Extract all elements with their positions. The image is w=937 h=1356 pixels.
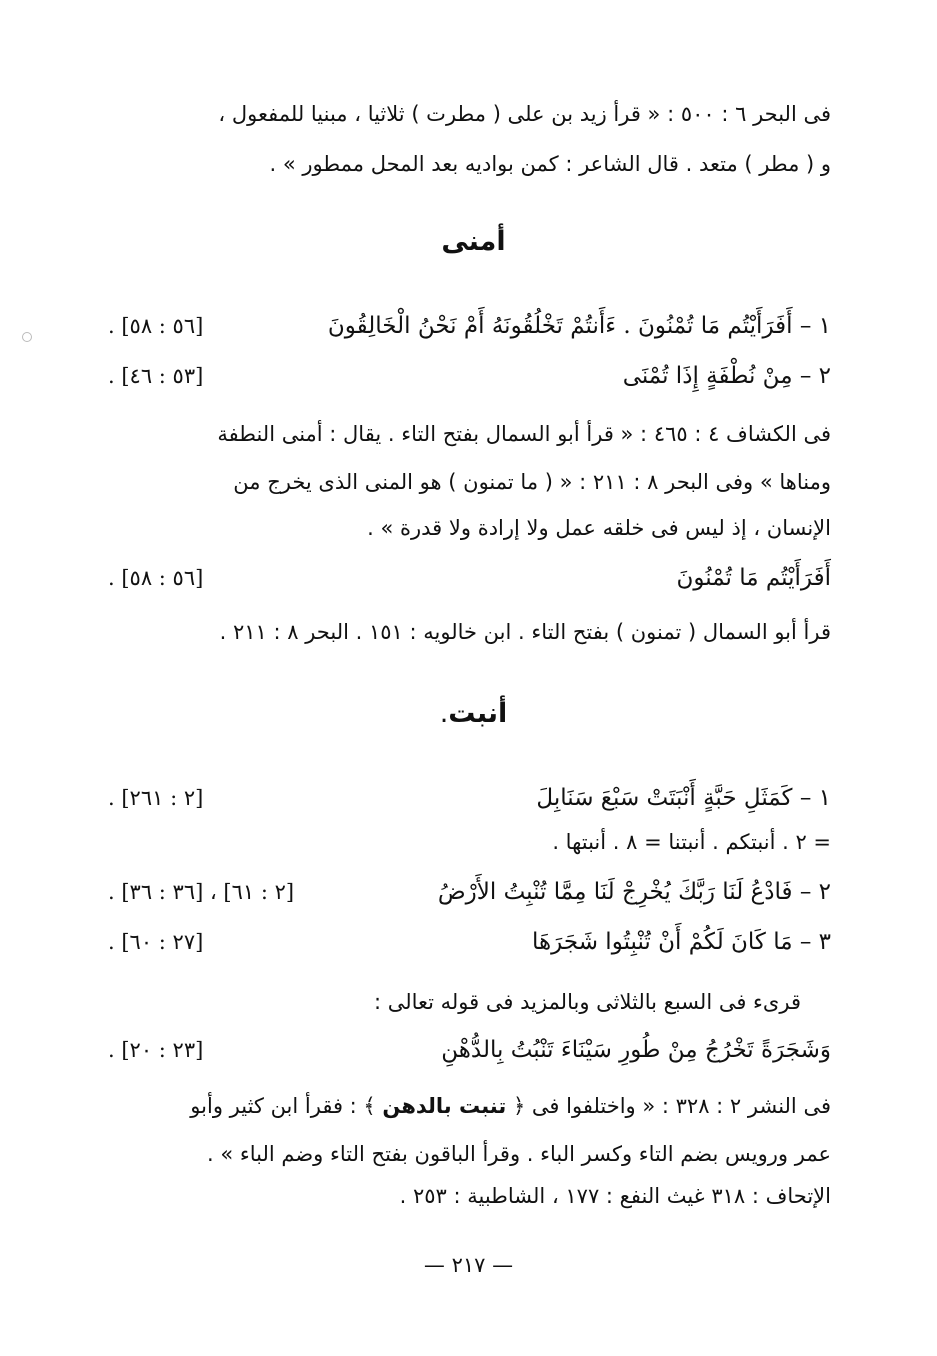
verse-text: ١ – أَفَرَأَيْتُم مَا تُمْنُونَ . ءَأَنتُمْ تَخْلُقُونَهُ أَمْ نَحْنُ الْخَالِقُونَ <box>327 313 831 339</box>
verse-text: أَفَرَأَيْتُم مَا تُمْنُونَ <box>676 565 831 591</box>
commentary-quoted: تنبت بالدهن <box>382 1094 507 1118</box>
verse-line <box>108 558 831 598</box>
verse-line <box>108 306 831 346</box>
heading-text: أنبت <box>448 698 508 729</box>
section-heading-anbata <box>10 694 937 734</box>
verse-reference: [٢٧ : ٦٠] . <box>108 930 204 954</box>
commentary-line: الإتحاف : ٣١٨ غيث النفع : ١٧٧ ، الشاطبية : ٢٥٣ . <box>399 1184 831 1208</box>
verse-text: ٢ – مِنْ نُطْفَةٍ إِذَا تُمْنَى <box>622 363 831 389</box>
commentary-text: ﴾ : فقرأ ابن كثير وأبو <box>190 1094 376 1118</box>
commentary-line <box>108 1086 831 1126</box>
margin-mark <box>22 332 32 342</box>
verse-reference: [٥٣ : ٤٦] . <box>108 364 204 388</box>
section-heading-amna: أمنى <box>441 226 506 257</box>
verse-reference: [٢ : ٦١] ، [٣٦ : ٣٦] . <box>108 880 295 904</box>
heading-dot: . <box>439 698 449 729</box>
verse-note: = ٢ . أنبتكم . أنبتنا = ٨ . أنبتها . <box>552 830 831 854</box>
commentary-line: قرىء فى السبع بالثلاثى وبالمزيد فى قوله تعالى : <box>373 990 801 1014</box>
commentary-text: فى النشر ٢ : ٣٢٨ : « واختلفوا فى ﴿ <box>512 1094 831 1118</box>
verse-reference: [٥٦ : ٥٨] . <box>108 566 204 590</box>
verse-text: وَشَجَرَةً تَخْرُجُ مِنْ طُورِ سَيْنَاءَ تَنْبُتُ بِالدُّهْنِ <box>441 1037 831 1063</box>
verse-line <box>108 778 831 818</box>
verse-text: ١ – كَمَثَلِ حَبَّةٍ أَنْبَتَتْ سَبْعَ سَنَابِلَ <box>536 785 831 811</box>
commentary-line: ومناها » وفى البحر ٨ : ٢١١ : « ( ما تمنون ) هو المنى الذى يخرج من <box>233 470 831 494</box>
verse-text: ٢ – فَادْعُ لَنَا رَبَّكَ يُخْرِجْ لَنَا مِمَّا تُنْبِتُ الأَرْضُ <box>437 879 831 905</box>
verse-line <box>108 1030 831 1070</box>
intro-line-2: و ( مطر ) متعد . قال الشاعر : كمن بواديه بعد المحل ممطور » . <box>269 152 831 176</box>
verse-line <box>108 872 831 912</box>
commentary-line: الإنسان ، إذ ليس فى خلقه عمل ولا إرادة ولا قدرة » . <box>367 516 831 540</box>
verse-reference: [٢ : ٢٦١] . <box>108 786 204 810</box>
page-number: — ٢١٧ — <box>423 1253 514 1277</box>
commentary-line: عمر ورويس بضم التاء وكسر الباء . وقرأ الباقون بفتح التاء وضم الباء » . <box>206 1142 831 1166</box>
verse-reference: [٥٦ : ٥٨] . <box>108 314 204 338</box>
commentary-line: قرأ أبو السمال ( تمنون ) بفتح التاء . ابن خالويه : ١٥١ . البحر ٨ : ٢١١ . <box>219 620 831 644</box>
verse-line <box>108 922 831 962</box>
verse-text: ٣ – مَا كَانَ لَكُمْ أَنْ تُنْبِتُوا شَجَرَهَا <box>532 929 831 955</box>
commentary-line: فى الكشاف ٤ : ٤٦٥ : « قرأ أبو السمال بفتح التاء . يقال : أمنى النطفة <box>217 422 831 446</box>
verse-reference: [٢٣ : ٢٠] . <box>108 1038 204 1062</box>
intro-line-1: فى البحر ٦ : ٥٠٠ : « قرأ زيد بن على ( مطرت ) ثلاثيا ، مبنيا للمفعول ، <box>218 102 831 126</box>
verse-line <box>108 356 831 396</box>
